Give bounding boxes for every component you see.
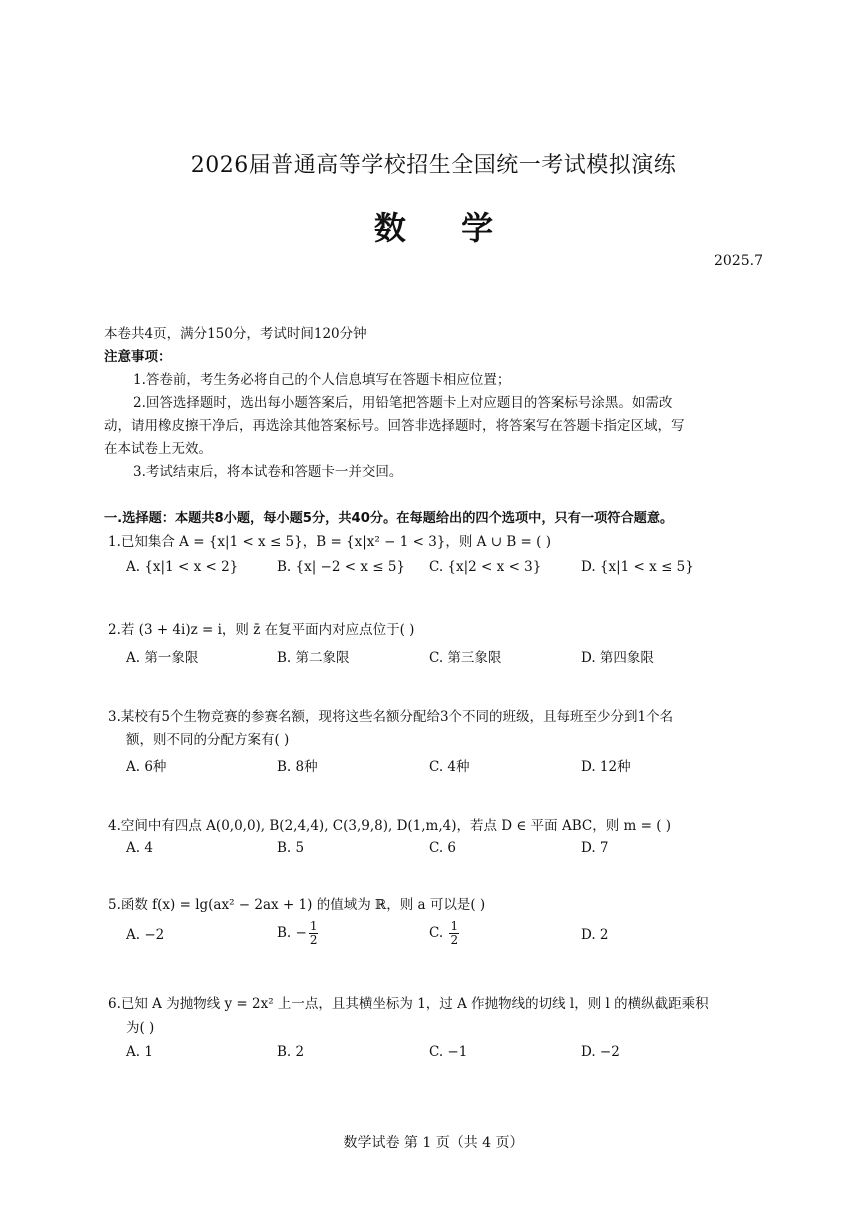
question-3-option-b: B. 8种 xyxy=(277,759,318,775)
section-1-heading: 一.选择题：本题共8小题，每小题5分，共40分。在每题给出的四个选项中，只有一项符合题意。 xyxy=(104,511,674,526)
notice-item-2-line-2: 动，请用橡皮擦干净后，再选涂其他答案标号。回答非选择题时，将答案写在答题卡指定区域，写 xyxy=(104,418,685,434)
page-footer: 数学试卷 第 1 页（共 4 页） xyxy=(343,1135,524,1151)
question-2-option-a: A. 第一象限 xyxy=(126,650,199,666)
question-3-option-c: C. 4种 xyxy=(429,759,470,775)
question-5-option-d: D. 2 xyxy=(581,927,609,943)
question-5-option-c-fraction xyxy=(449,920,459,947)
question-2-option-d: D. 第四象限 xyxy=(581,650,654,666)
question-2-option-b: B. 第二象限 xyxy=(277,650,350,666)
question-4-option-b: B. 5 xyxy=(277,840,305,856)
question-3-stem-line-2: 额，则不同的分配方案有( ) xyxy=(126,732,290,748)
notice-item-2-line-1: 2.回答选择题时，选出每小题答案后，用铅笔把答题卡上对应题目的答案标号涂黑。如需改 xyxy=(133,395,673,411)
question-1-option-d: D. {x|1 < x ≤ 5} xyxy=(581,559,694,575)
notice-item-2-line-3: 在本试卷上无效。 xyxy=(104,441,212,457)
question-6-option-b: B. 2 xyxy=(277,1044,305,1060)
question-5-option-b-fraction xyxy=(309,920,319,947)
question-2-stem: 2.若 (3 + 4i)z = i，则 z̄ 在复平面内对应点位于( ) xyxy=(108,622,415,638)
question-6-option-a: A. 1 xyxy=(126,1044,153,1060)
question-4-option-d: D. 7 xyxy=(581,840,609,856)
subject-title: 数 学 xyxy=(373,209,516,247)
notice-heading: 注意事项： xyxy=(104,349,172,365)
question-5-option-b-label: B. − xyxy=(277,925,307,941)
question-4-stem: 4.空间中有四点 A(0,0,0), B(2,4,4), C(3,9,8), D(1,m,4)，若点 D ∈ 平面 ABC，则 m = ( ) xyxy=(108,818,672,834)
question-6-option-d: D. −2 xyxy=(581,1044,620,1060)
question-4-option-c: C. 6 xyxy=(429,840,457,856)
question-5-stem: 5.函数 f(x) = lg(ax² − 2ax + 1) 的值域为 ℝ，则 a 可以是( ) xyxy=(108,897,486,913)
question-3-option-a: A. 6种 xyxy=(126,759,167,775)
exam-summary: 本卷共4页，满分150分，考试时间120分钟 xyxy=(104,326,367,342)
question-5-option-a: A. −2 xyxy=(126,927,165,943)
fraction-numerator: 1 xyxy=(309,919,318,933)
question-5-option-c xyxy=(429,920,459,947)
question-3-stem-line-1: 3.某校有5个生物竞赛的参赛名额，现将这些名额分配给3个不同的班级，且每班至少分到1个名 xyxy=(108,709,674,725)
question-3-option-d: D. 12种 xyxy=(581,759,631,775)
question-4-option-a: A. 4 xyxy=(126,840,153,856)
question-1-option-a: A. {x|1 < x < 2} xyxy=(126,559,239,575)
question-5-option-c-label: C. xyxy=(429,925,448,941)
question-5-option-b xyxy=(277,920,318,947)
notice-item-3: 3.考试结束后，将本试卷和答题卡一并交回。 xyxy=(133,464,403,480)
question-6-option-c: C. −1 xyxy=(429,1044,468,1060)
fraction-denominator: 2 xyxy=(309,933,318,947)
fraction-denominator: 2 xyxy=(450,933,459,947)
notice-item-1: 1.答卷前，考生务必将自己的个人信息填写在答题卡相应位置； xyxy=(133,372,511,388)
question-2-option-c: C. 第三象限 xyxy=(429,650,502,666)
fraction-numerator: 1 xyxy=(450,919,459,933)
question-6-stem-line-2: 为( ) xyxy=(126,1020,155,1036)
question-1-option-c: C. {x|2 < x < 3} xyxy=(429,559,542,575)
exam-date: 2025.7 xyxy=(714,253,763,269)
exam-title: 2026届普通高等学校招生全国统一考试模拟演练 xyxy=(190,153,677,178)
question-6-stem-line-1: 6.已知 A 为抛物线 y = 2x² 上一点，且其横坐标为 1，过 A 作抛物线的切线 l，则 l 的横纵截距乘积 xyxy=(108,996,709,1012)
question-1-option-b: B. {x| −2 < x ≤ 5} xyxy=(277,559,406,575)
question-1-stem: 1.已知集合 A = {x|1 < x ≤ 5}，B = {x|x² − 1 < 3}，则 A ∪ B = ( ) xyxy=(108,534,551,550)
